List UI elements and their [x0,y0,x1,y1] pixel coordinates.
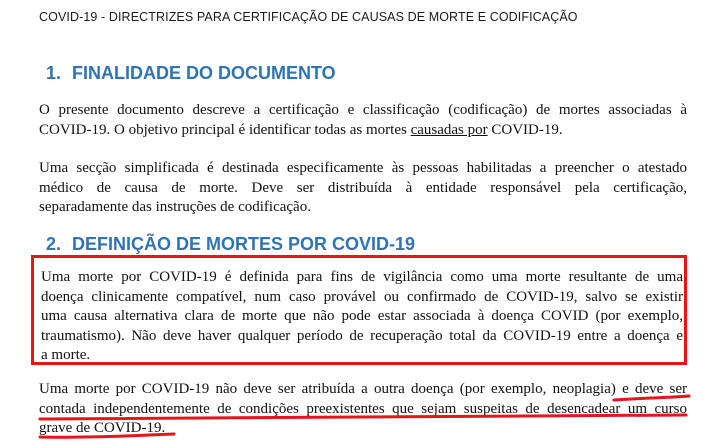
paragraph-line: grave de COVID-19. [39,420,166,436]
paragraph-definition [41,268,683,366]
paragraph-line: Uma secção simplificada é destinada especificamente às pessoas habilitadas a preencher o atestado [39,160,687,176]
text-run: COVID-19. [487,121,563,138]
document-header: COVID-19 - DIRECTRIZES PARA CERTIFICAÇÃO DE CAUSAS DE MORTE E CODIFICAÇÃO [39,10,578,24]
paragraph-line [39,121,687,141]
section-heading-1 [46,63,336,84]
paragraph-simplified-section [39,159,687,218]
text-run: COVID-19. O objetivo principal é identificar todas as mortes [39,121,411,138]
paragraph-line: contada independentemente de condições preexistentes que sejam suspeitas de desencadear um curso [39,400,687,417]
paragraph-line: a morte. [41,347,91,363]
paragraph-line: separadamente das instruções de codificação. [39,199,311,215]
paragraph-line: traumatismo). Não deve haver qualquer período de recuperação total da COVID-19 entre a doença e [41,327,683,344]
paragraph-line: doença clinicamente compatível, num caso provável ou confirmado de COVID-19, salvo se existir [41,288,683,305]
underlined-text: causadas por [410,121,488,138]
section-title-1: FINALIDADE DO DOCUMENTO [72,63,336,83]
paragraph-line: médico de causa de morte. Deve ser distribuída à entidade responsável pela certificação, [39,179,687,196]
paragraph-attribution [39,380,687,439]
paragraph-purpose [39,101,687,140]
paragraph-line: uma causa alternativa clara de morte que não pode estar associada à doença COVID (por exemplo, [41,308,683,324]
section-number-1: 1. [46,63,62,83]
section-heading-2 [46,234,415,255]
paragraph-line: Uma morte por COVID-19 é definida para fins de vigilância como uma morte resultante de uma [41,269,683,285]
section-number-2: 2. [46,234,62,254]
paragraph-line: Uma morte por COVID-19 não deve ser atribuída a outra doença (por exemplo, neoplagia) e deve ser [39,381,687,397]
paragraph-line: O presente documento descreve a certificação e classificação (codificação) de mortes associadas à [39,102,687,118]
section-title-2: DEFINIÇÃO DE MORTES POR COVID-19 [72,234,416,254]
